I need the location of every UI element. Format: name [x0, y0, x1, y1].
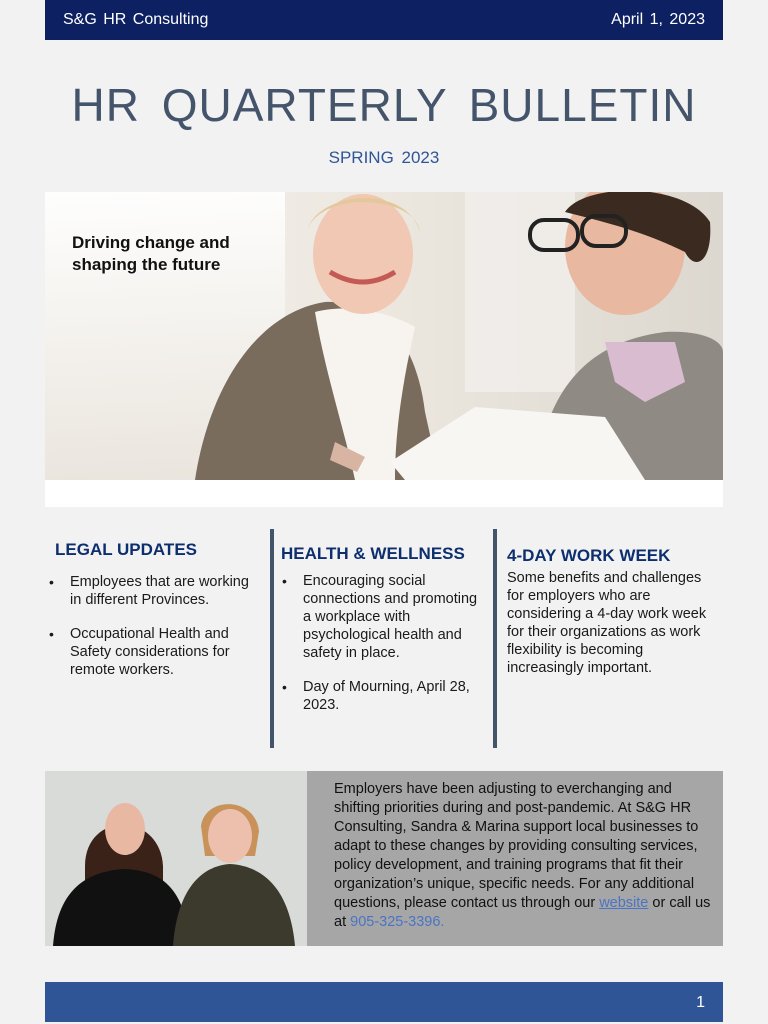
column-divider-2 [493, 529, 497, 748]
hero-caption [72, 232, 272, 276]
legal-updates-list [46, 573, 261, 695]
page-number: 1 [696, 994, 705, 1011]
phone-number[interactable]: 905-325-3396. [350, 914, 445, 930]
contact-paragraph [334, 780, 714, 932]
four-day-week-heading: 4-DAY WORK WEEK [507, 546, 671, 565]
legal-updates-item: • Occupational Health and Safety considerations for remote workers. [46, 625, 261, 679]
health-wellness-heading: HEALTH & WELLNESS [281, 544, 465, 563]
legal-updates-heading: LEGAL UPDATES [55, 540, 197, 559]
hero-photo [45, 192, 723, 480]
top-header-bar [45, 0, 723, 40]
legal-updates-item: • Employees that are working in different Provinces. [46, 573, 261, 609]
hero-bottom-band [45, 480, 723, 507]
consultants-photo [45, 771, 307, 946]
consultants-photo-illustration [45, 771, 307, 946]
contact-text-intro: Employers have been adjusting to everchanging and shifting priorities during and post-pandemic. At S&G HR Consulting, Sandra & Marina support local businesses to adapt to these changes by providing consulting services, policy development, and training programs that fit their organization’s unique, specific needs. For any additional questions, please contact us through our [334, 781, 699, 911]
column-divider-1 [270, 529, 274, 748]
website-link[interactable]: website [599, 895, 649, 911]
issue-date: April 1, 2023 [611, 11, 705, 28]
bulletin-title: HR QUARTERLY BULLETIN [71, 79, 697, 131]
company-name: S&G HR Consulting [63, 11, 209, 28]
four-day-week-text: Some benefits and challenges for employers who are considering a 4-day work week for their organizations as work flexibility is becoming increasingly important. [507, 570, 707, 676]
hero-caption-line-2: shaping the future [72, 255, 221, 274]
health-wellness-item: • Encouraging social connections and promoting a workplace with psychological health and safety in place. [279, 572, 484, 662]
contact-section [45, 771, 723, 946]
hero-caption-line-1: Driving change and [72, 233, 230, 252]
contact-text-call: or call us at [334, 895, 711, 930]
footer-bar [45, 982, 723, 1022]
bulletin-season: SPRING 2023 [328, 148, 440, 167]
health-wellness-item: • Day of Mourning, April 28, 2023. [279, 678, 484, 714]
health-wellness-list [279, 572, 484, 730]
